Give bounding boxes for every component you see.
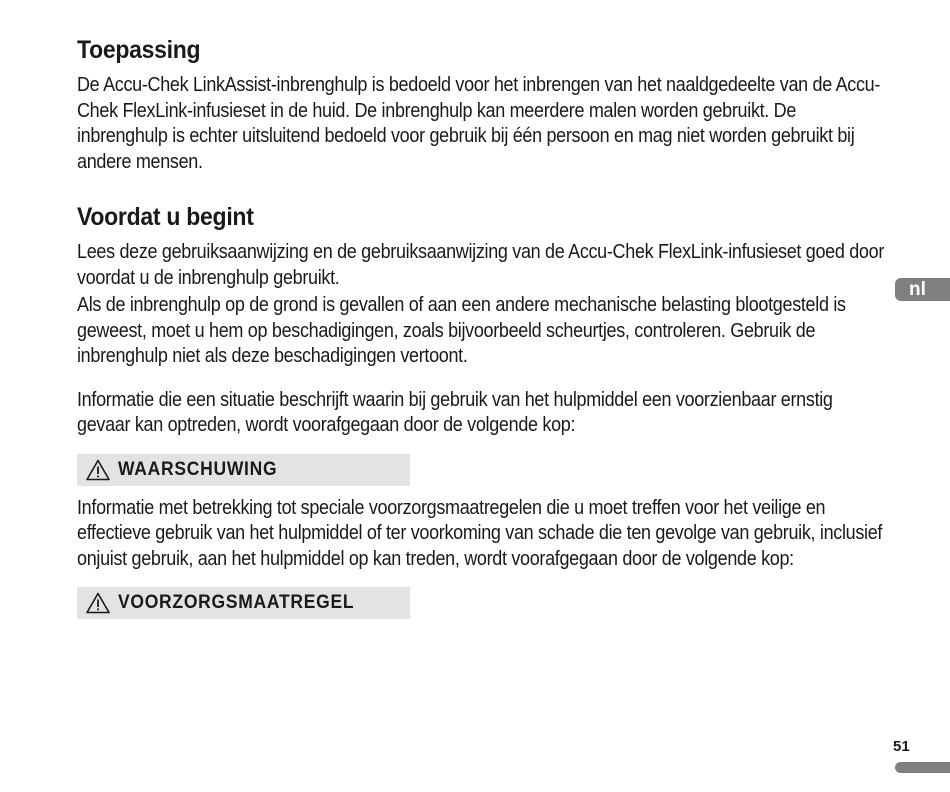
- paragraph-caution-intro: Informatie met betrekking tot speciale voorzorgsmaatregelen die u moet treffen voor het veilige en effectieve gebruik van het hulpmiddel of ter voorkoming van schade die ten gevolge van gebruik, inclusief onjuist gebruik, aan het hulpmiddel op kan treden, wordt voorafgegaan door de volgende kop:: [77, 496, 883, 570]
- caution-label: VOORZORGSMAATREGEL: [118, 592, 355, 613]
- paragraph-warning-intro: Informatie die een situatie beschrijft waarin bij gebruik van het hulpmiddel een voorzienbaar ernstig gevaar kan optreden, wordt voorafgegaan door de volgende kop:: [77, 388, 833, 436]
- warning-triangle-icon: [86, 459, 110, 481]
- warning-signal-box: [77, 454, 410, 486]
- paragraph-read-instructions: Lees deze gebruiksaanwijzing en de gebruiksaanwijzing van de Accu-Chek FlexLink-infusieset goed door voordat u de inbrenghulp gebruikt.: [77, 241, 885, 289]
- warning-label: WAARSCHUWING: [118, 458, 278, 480]
- section-heading-voordat: Voordat u begint: [77, 203, 254, 231]
- language-tab: nl: [895, 278, 950, 301]
- caution-signal-box: [77, 587, 410, 619]
- paragraph-damage-check: Als de inbrenghulp op de grond is gevallen of aan een andere mechanische belasting blootgesteld is geweest, moet u hem op beschadigingen, zoals bijvoorbeeld scheurtjes, controleren. Gebruik de inbrenghulp niet als deze beschadigingen vertoont.: [77, 294, 846, 367]
- page-number: 51: [893, 738, 910, 755]
- page-content: [77, 33, 889, 619]
- footer-tab-bar: [895, 762, 950, 773]
- warning-triangle-icon: [86, 592, 110, 614]
- section-body-toepassing: De Accu-Chek LinkAssist-inbrenghulp is bedoeld voor het inbrengen van het naaldgedeelte van de Accu-Chek FlexLink-infusieset in de huid. De inbrenghulp kan meerdere malen worden gebruikt. De inbrenghulp is echter uitsluitend bedoeld voor gebruik bij één persoon en mag niet worden gebruikt bij andere mensen.: [77, 74, 881, 173]
- section-heading-toepassing: Toepassing: [77, 36, 201, 64]
